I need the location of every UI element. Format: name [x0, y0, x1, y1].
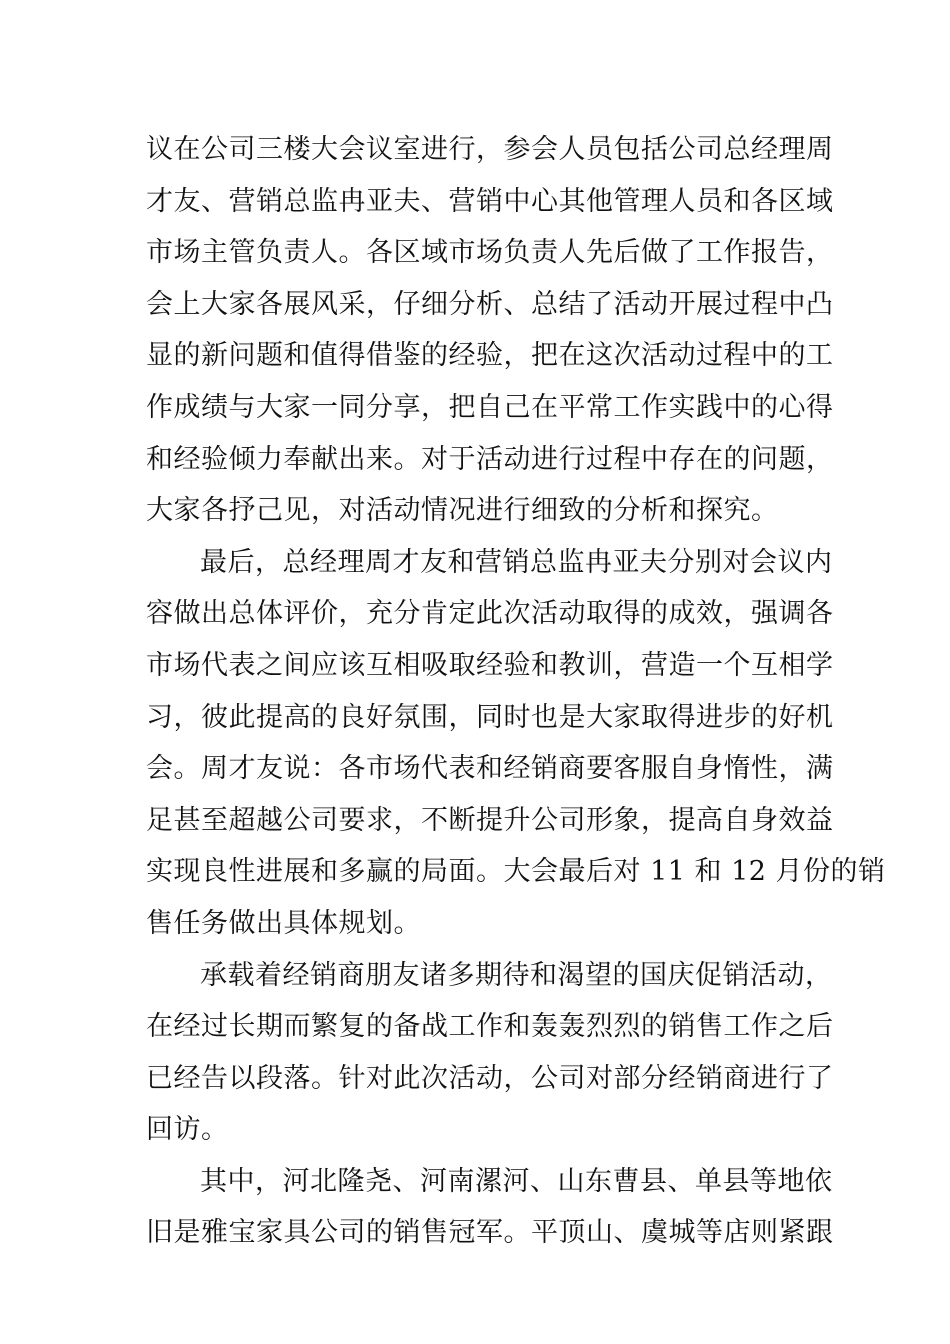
text-line: 和经验倾力奉献出来。对于活动进行过程中存在的问题，	[146, 443, 834, 475]
paragraph-3	[146, 950, 834, 1156]
text-line: 足甚至超越公司要求，不断提升公司形象，提高自身效益	[146, 804, 834, 836]
text-line: 在经过长期而繁复的备战工作和轰轰烈烈的销售工作之后	[146, 1011, 834, 1043]
text-line: 市场代表之间应该互相吸取经验和教训，营造一个互相学	[146, 649, 834, 681]
text-line: 作成绩与大家一同分享，把自己在平常工作实践中的心得	[146, 391, 834, 423]
text-line: 其中，河北隆尧、河南漯河、山东曹县、单县等地依	[200, 1165, 833, 1197]
text-line: 旧是雅宝家具公司的销售冠军。平顶山、虞城等店则紧跟	[146, 1217, 834, 1249]
paragraph-4	[146, 1156, 834, 1259]
text-line: 习，彼此提高的良好氛围，同时也是大家取得进步的好机	[146, 701, 834, 733]
text-line: 最后，总经理周才友和营销总监冉亚夫分别对会议内	[200, 546, 833, 578]
document-page	[146, 124, 886, 1259]
text-line: 承载着经销商朋友诸多期待和渴望的国庆促销活动，	[200, 959, 833, 991]
text-line: 大家各抒己见，对活动情况进行细致的分析和探究。	[146, 495, 779, 527]
text-line: 回访。	[146, 1114, 229, 1146]
text-line: 会。周才友说：各市场代表和经销商要客服自身惰性，满	[146, 753, 834, 785]
text-line: 会上大家各展风采，仔细分析、总结了活动开展过程中凸	[146, 288, 834, 320]
text-line: 已经告以段落。针对此次活动，公司对部分经销商进行了	[146, 1062, 834, 1094]
text-line: 容做出总体评价，充分肯定此次活动取得的成效，强调各	[146, 598, 834, 630]
text-line: 售任务做出具体规划。	[146, 907, 421, 939]
text-line: 市场主管负责人。各区域市场负责人先后做了工作报告，	[146, 237, 834, 269]
text-line: 显的新问题和值得借鉴的经验，把在这次活动过程中的工	[146, 340, 834, 372]
text-line: 议在公司三楼大会议室进行，参会人员包括公司总经理周	[146, 134, 834, 165]
paragraph-2	[146, 537, 886, 950]
text-line: 才友、营销总监冉亚夫、营销中心其他管理人员和各区域	[146, 185, 834, 217]
text-line: 实现良性进展和多赢的局面。大会最后对 11 和 12 月份的销	[146, 856, 886, 888]
paragraph-1	[146, 124, 834, 537]
